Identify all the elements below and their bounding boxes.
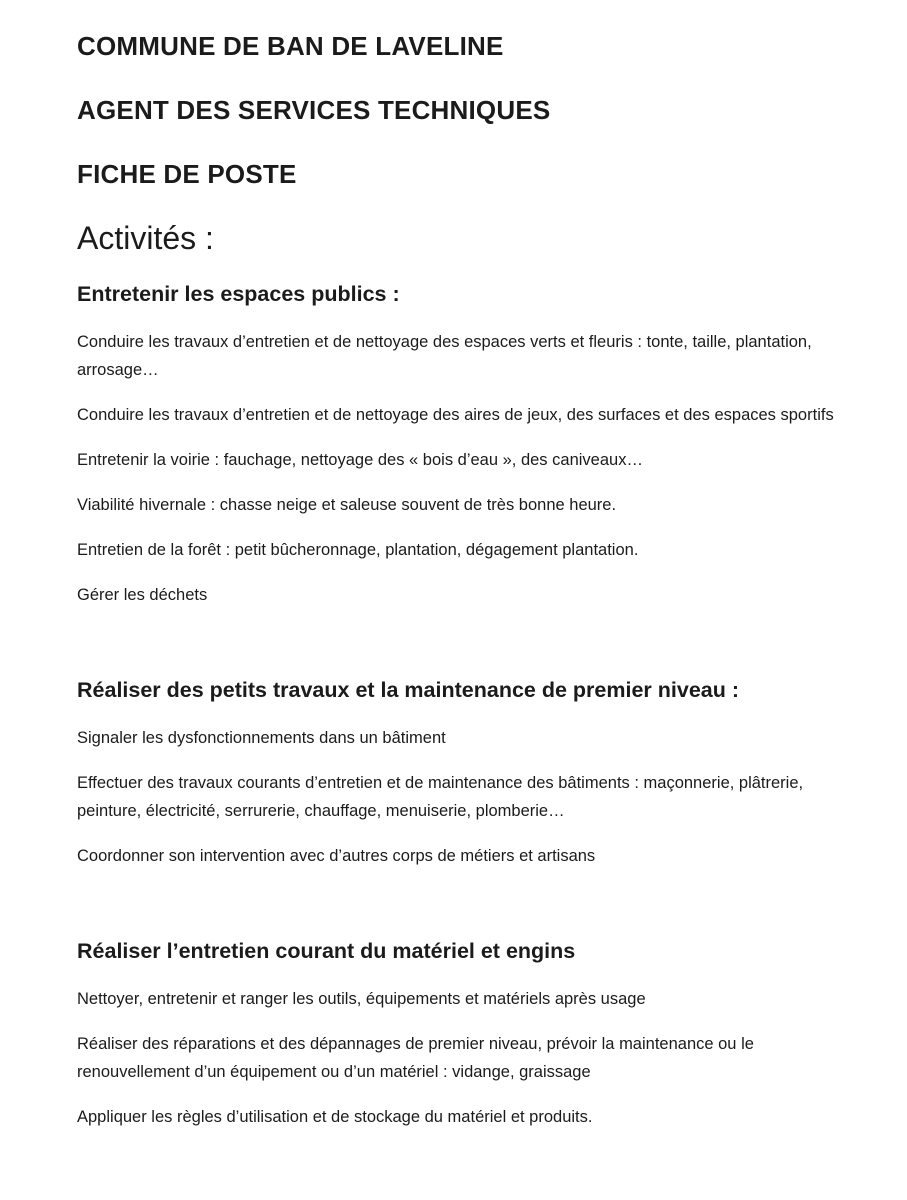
paragraph: Entretien de la forêt : petit bûcheronnage, plantation, dégagement plantation. — [77, 541, 639, 559]
section-espaces-publics — [77, 280, 849, 609]
section-entretien-materiel — [77, 937, 849, 1131]
paragraph: Signaler les dysfonctionnements dans un bâtiment — [77, 729, 446, 747]
doc-title-fiche-de-poste: FICHE DE POSTE — [77, 159, 297, 189]
section-heading-espaces-publics: Entretenir les espaces publics : — [77, 282, 400, 306]
paragraph: Viabilité hivernale : chasse neige et saleuse souvent de très bonne heure. — [77, 496, 617, 514]
paragraph: Appliquer les règles d’utilisation et de stockage du matériel et produits. — [77, 1108, 593, 1126]
paragraph: Effectuer des travaux courants d’entretien et de maintenance des bâtiments : maçonnerie, plâtrerie, peinture, électricité, serrurerie, chauffage, menuiserie, plomberie… — [77, 774, 804, 820]
section-heading-entretien-materiel: Réaliser l’entretien courant du matériel et engins — [77, 939, 576, 963]
paragraph: Conduire les travaux d’entretien et de nettoyage des aires de jeux, des surfaces et des espaces sportifs — [77, 406, 834, 424]
paragraph: Réaliser des réparations et des dépannages de premier niveau, prévoir la maintenance ou le renouvellement d’un équipement ou d’un matériel : vidange, graissage — [77, 1035, 754, 1081]
paragraph: Nettoyer, entretenir et ranger les outils, équipements et matériels après usage — [77, 990, 646, 1008]
paragraph: Coordonner son intervention avec d’autres corps de métiers et artisans — [77, 847, 596, 865]
paragraph: Gérer les déchets — [77, 586, 208, 604]
section-petits-travaux — [77, 676, 849, 870]
activities-heading: Activités : — [77, 220, 214, 256]
paragraph: Conduire les travaux d’entretien et de nettoyage des espaces verts et fleuris : tonte, taille, plantation, arrosage… — [77, 333, 812, 379]
doc-title-commune: COMMUNE DE BAN DE LAVELINE — [77, 31, 504, 61]
paragraph: Entretenir la voirie : fauchage, nettoyage des « bois d’eau », des caniveaux… — [77, 451, 643, 469]
section-heading-petits-travaux: Réaliser des petits travaux et la maintenance de premier niveau : — [77, 678, 739, 702]
doc-title-agent: AGENT DES SERVICES TECHNIQUES — [77, 95, 551, 125]
